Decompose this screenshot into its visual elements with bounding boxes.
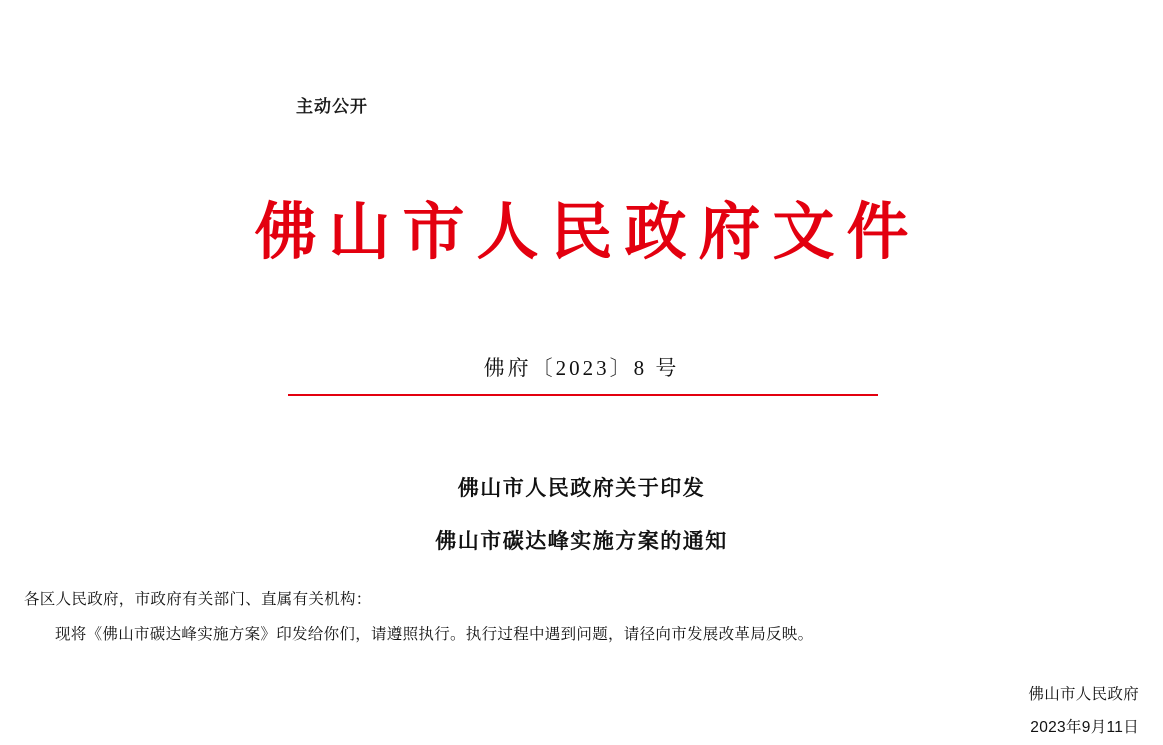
notice-title-line-1: 佛山市人民政府关于印发 bbox=[457, 477, 706, 500]
issue-date: 2023年9月11日 bbox=[1030, 719, 1139, 736]
government-document-title: 佛山市人民政府文件 bbox=[254, 199, 921, 267]
document-header bbox=[0, 196, 1163, 270]
notice-title bbox=[0, 462, 1163, 568]
signature-block bbox=[1028, 678, 1139, 744]
issuer-name: 佛山市人民政府 bbox=[1028, 686, 1139, 703]
notice-title-line-2: 佛山市碳达峰实施方案的通知 bbox=[435, 530, 728, 553]
document-number: 佛府〔2023〕8 号 bbox=[483, 356, 680, 380]
document-body bbox=[24, 583, 1139, 651]
salutation: 各区人民政府，市政府有关部门、直属有关机构： bbox=[24, 591, 372, 608]
body-paragraph-1: 现将《佛山市碳达峰实施方案》印发给你们，请遵照执行。执行过程中遇到问题，请径向市发展改革局反映。 bbox=[55, 626, 814, 643]
disclosure-mark: 主动公开 bbox=[296, 97, 368, 116]
red-divider-line bbox=[288, 394, 878, 396]
